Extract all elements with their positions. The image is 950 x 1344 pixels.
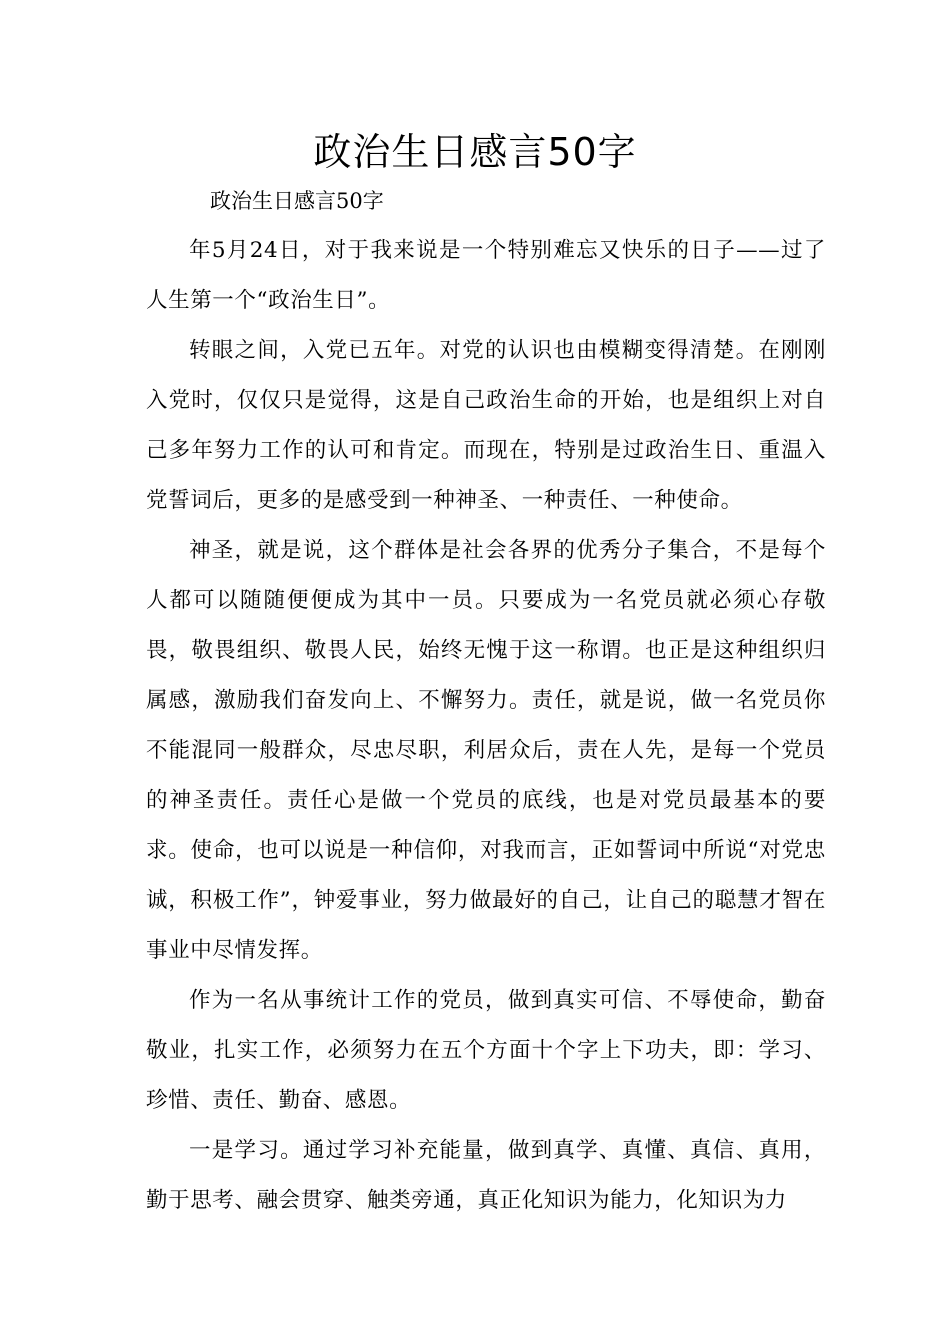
paragraph-2: 转眼之间，入党已五年。对党的认识也由模糊变得清楚。在刚刚入党时，仅仅只是觉得，这是自己政治生命的开始，也是组织上对自己多年努力工作的认可和肯定。而现在，特别是过政治生日、重温入党誓词后，更多的是感受到一种神圣、一种责任、一种使命。 [146,338,826,513]
paragraph-5: 一是学习。通过学习补充能量，做到真学、真懂、真信、真用，勤于思考、融会贯穿、触类旁通，真正化知识为能力，化知识为力 [146,1138,826,1213]
document-subtitle: 政治生日感言50字 [210,189,384,213]
document-title: 政治生日感言50字 [313,130,637,174]
document-body [146,226,826,1226]
paragraph-3: 神圣，就是说，这个群体是社会各界的优秀分子集合，不是每个人都可以随随便便成为其中一员。只要成为一名党员就必须心存敬畏，敬畏组织、敬畏人民，始终无愧于这一称谓。也正是这种组织归属感，激励我们奋发向上、不懈努力。责任，就是说，做一名党员你不能混同一般群众，尽忠尽职，利居众后，责在人先，是每一个党员的神圣责任。责任心是做一个党员的底线，也是对党员最基本的要求。使命，也可以说是一种信仰，对我而言，正如誓词中所说“对党忠诚，积极工作”，钟爱事业，努力做最好的自己，让自己的聪慧才智在事业中尽情发挥。 [146,538,826,963]
paragraph-1: 年5月24日，对于我来说是一个特别难忘又快乐的日子——过了人生第一个“政治生日”。 [146,238,826,313]
paragraph-4: 作为一名从事统计工作的党员，做到真实可信、不辱使命，勤奋敬业，扎实工作，必须努力在五个方面十个字上下功夫，即：学习、珍惜、责任、勤奋、感恩。 [146,988,826,1113]
